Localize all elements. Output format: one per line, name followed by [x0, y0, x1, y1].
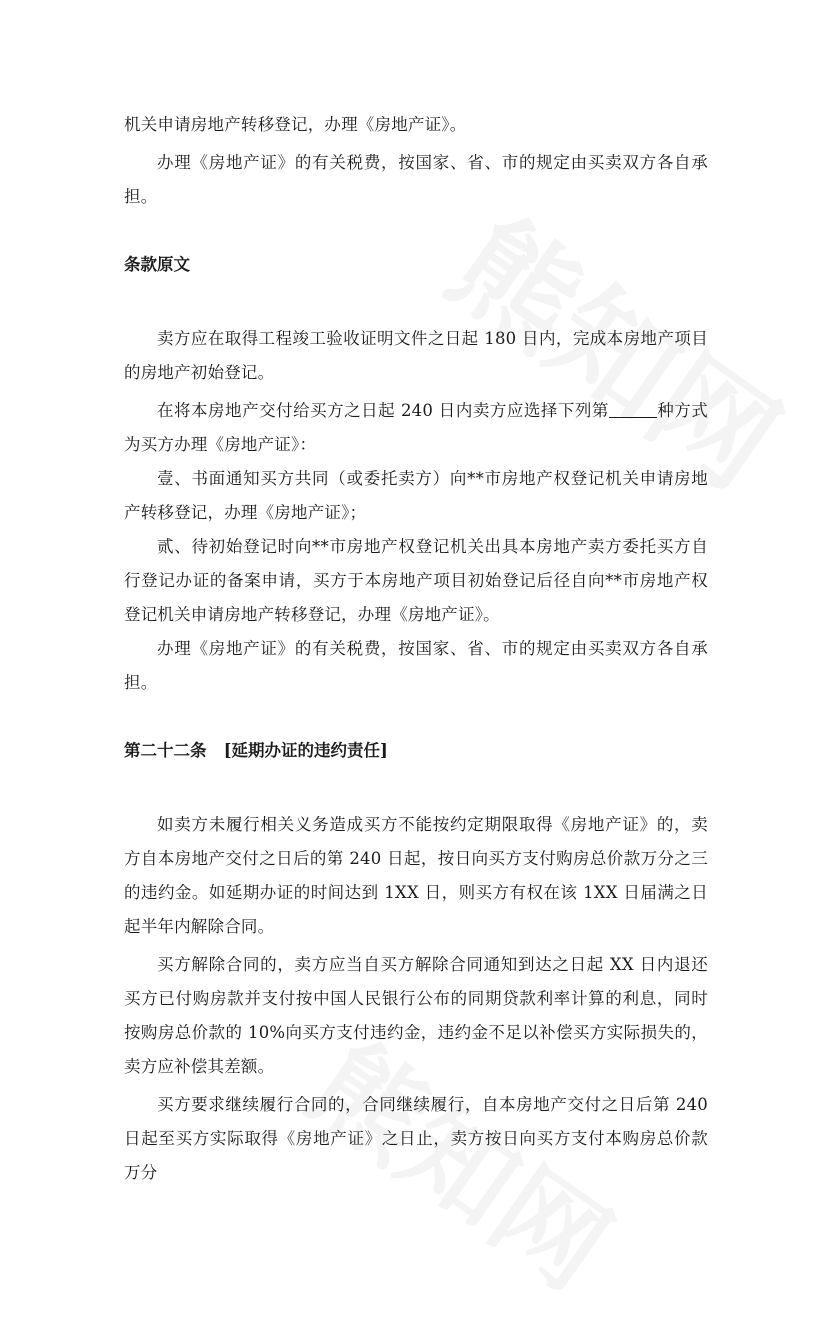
- paragraph: 办理《房地产证》的有关税费，按国家、省、市的规定由买卖双方各自承担。: [124, 639, 708, 692]
- paragraph: 卖方应在取得工程竣工验收证明文件之日起 180 日内，完成本房地产项目的房地产初始登记。: [124, 329, 708, 382]
- fill-in-blank: [609, 401, 657, 418]
- paragraph: 如卖方未履行相关义务造成买方不能按约定期限取得《房地产证》的，卖方自本房地产交付之日后的第 240 日起，按日向买方支付购房总价款万分之三的违约金。如延期办证的时间达到 1XX 日，则买方有权在该 1XX 日届满之日起半年内解除合同。: [124, 815, 708, 936]
- paragraph: 办理《房地产证》的有关税费，按国家、省、市的规定由买卖双方各自承担。: [124, 153, 708, 206]
- paragraph: 机关申请房地产转移登记，办理《房地产证》。: [124, 115, 467, 134]
- paragraph: [124, 394, 708, 462]
- article-title: [延期办证的违约责任]: [223, 741, 388, 760]
- article-number: 第二十二条: [124, 741, 207, 760]
- paragraph-text: 在将本房地产交付给买方之日起 240 日内卖方应选择下列第: [157, 401, 609, 420]
- paragraph: 买方要求继续履行合同的，合同继续履行，自本房地产交付之日后第 240 日起至买方实际取得《房地产证》之日止，卖方按日向买方支付本购房总价款万分: [124, 1095, 708, 1182]
- paragraph-text: 种方式为买方办理《房地产证》：: [124, 401, 708, 454]
- paragraph: 壹、书面通知买方共同（或委托卖方）向**市房地产权登记机关申请房地产转移登记，办理《房地产证》；: [124, 469, 708, 522]
- article-heading: [124, 734, 708, 768]
- document-body: [124, 108, 708, 1190]
- section-heading: 条款原文: [124, 255, 190, 274]
- paragraph: 贰、待初始登记时向**市房地产权登记机关出具本房地产卖方委托买方自行登记办证的备案申请，买方于本房地产项目初始登记后径自向**市房地产权登记机关申请房地产转移登记，办理《房地产证》。: [124, 537, 708, 624]
- paragraph: 买方解除合同的，卖方应当自买方解除合同通知到达之日起 XX 日内退还买方已付购房款并支付按中国人民银行公布的同期贷款利率计算的利息，同时按购房总价款的 10%向买方支付违约金，违约金不足以补偿买方实际损失的，卖方应补偿其差额。: [124, 955, 708, 1076]
